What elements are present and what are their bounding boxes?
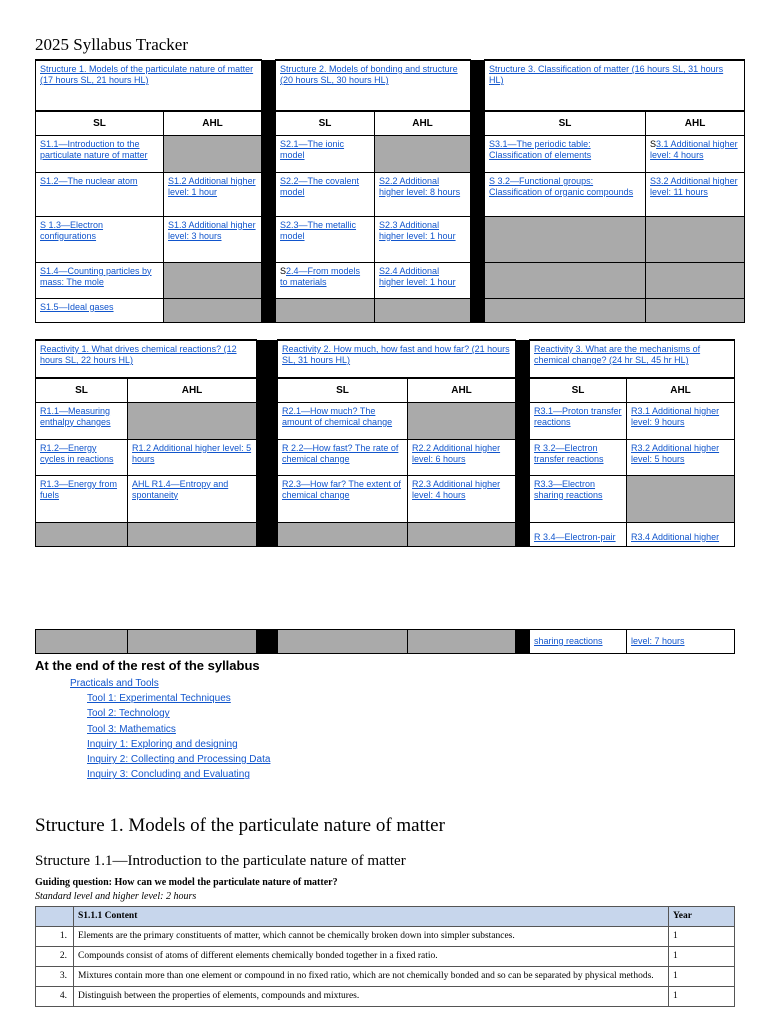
column-separator — [516, 475, 530, 522]
syllabus-link[interactable]: S1.1—Introduction to the particulate nature of matter — [40, 138, 148, 160]
table-cell — [627, 402, 735, 439]
inquiry-1-link[interactable]: Inquiry 1: Exploring and designing — [87, 738, 238, 750]
sl-header: SL — [485, 111, 646, 135]
syllabus-link[interactable]: R 3.4—Electron-pair — [534, 531, 616, 542]
sl-header: SL — [278, 378, 408, 402]
column-separator — [257, 378, 278, 402]
table-cell — [36, 298, 164, 322]
syllabus-link[interactable]: R3.4 Additional higher — [631, 531, 720, 542]
syllabus-link[interactable]: S 1.3—Electron configurations — [40, 219, 104, 241]
reactivity-tracker-table — [35, 339, 735, 547]
ahl-header: AHL — [408, 378, 516, 402]
tool-2-link[interactable]: Tool 2: Technology — [87, 708, 170, 720]
syllabus-link[interactable]: S3.1—The periodic table: Classification of elements — [489, 138, 592, 160]
syllabus-link[interactable]: R3.3—Electron sharing reactions — [534, 478, 603, 500]
table-cell — [36, 402, 128, 439]
column-separator — [257, 340, 278, 378]
syllabus-link[interactable]: S3.2 Additional higher level: 11 hours — [650, 175, 738, 197]
structure-tracker-table — [35, 59, 745, 323]
empty-cell — [485, 298, 646, 322]
column-separator — [262, 135, 276, 172]
column-separator — [471, 172, 485, 216]
empty-cell — [276, 298, 375, 322]
table-cell — [278, 402, 408, 439]
table-cell — [646, 172, 745, 216]
empty-cell — [408, 630, 516, 654]
table-cell — [36, 439, 128, 475]
syllabus-link[interactable]: S2.4 Additional higher level: 1 hour — [379, 265, 456, 287]
inquiry-3-link[interactable]: Inquiry 3: Concluding and Evaluating — [87, 769, 250, 781]
practicals-and-tools-link[interactable]: Practicals and Tools — [70, 678, 159, 689]
sl-header: SL — [36, 111, 164, 135]
ahl-header: AHL — [627, 378, 735, 402]
table-row — [36, 987, 735, 1007]
table-cell — [276, 262, 375, 298]
row-number: 3. — [36, 967, 74, 987]
empty-cell — [408, 522, 516, 546]
number-column-header — [36, 907, 74, 927]
table-cell — [36, 262, 164, 298]
empty-cell — [375, 298, 471, 322]
level-hours: Standard level and higher level: 2 hours — [35, 891, 197, 902]
subsection-heading: Structure 1.1—Introduction to the particulate nature of matter — [35, 853, 406, 869]
column-separator — [471, 262, 485, 298]
reactivity-1-title-cell — [36, 340, 257, 378]
empty-cell — [646, 216, 745, 262]
column-separator — [257, 439, 278, 475]
syllabus-link[interactable]: R 3.2—Electron transfer reactions — [534, 442, 604, 464]
table-cell — [276, 172, 375, 216]
table-cell — [530, 402, 627, 439]
ahl-header: AHL — [128, 378, 257, 402]
table-cell — [530, 522, 627, 546]
sl-header: SL — [36, 378, 128, 402]
column-separator — [262, 216, 276, 262]
table-cell — [36, 135, 164, 172]
table-cell — [485, 172, 646, 216]
row-content: Elements are the primary constituents of matter, which cannot be chemically broken down into simpler substances. — [74, 927, 669, 947]
column-separator — [471, 298, 485, 322]
table-cell — [485, 135, 646, 172]
table-cell — [128, 439, 257, 475]
empty-cell — [646, 262, 745, 298]
empty-cell — [408, 402, 516, 439]
column-separator — [516, 340, 530, 378]
empty-cell — [128, 402, 257, 439]
inquiry-2-link[interactable]: Inquiry 2: Collecting and Processing Data — [87, 754, 271, 766]
sl-header: SL — [530, 378, 627, 402]
column-separator — [516, 402, 530, 439]
table-cell — [164, 216, 262, 262]
syllabus-link[interactable]: S 3.2—Functional groups: Classification of organic compounds — [489, 175, 634, 197]
column-separator — [516, 378, 530, 402]
column-separator — [262, 298, 276, 322]
structure-2-title-link[interactable]: Structure 2. Models of bonding and structure (20 hours SL, 30 hours HL) — [280, 64, 458, 85]
table-cell — [276, 216, 375, 262]
syllabus-link[interactable]: S1.2 Additional higher level: 1 hour — [168, 175, 256, 197]
syllabus-link[interactable]: S2.3 Additional higher level: 1 hour — [379, 219, 456, 241]
table-row — [36, 947, 735, 967]
tool-1-link[interactable]: Tool 1: Experimental Techniques — [87, 693, 231, 705]
row-year: 1 — [669, 967, 735, 987]
list-item — [35, 752, 270, 767]
syllabus-link[interactable]: R3.2 Additional higher level: 5 hours — [631, 442, 720, 464]
table-cell — [627, 630, 735, 654]
column-separator — [262, 172, 276, 216]
reactivity-3-title-cell — [530, 340, 735, 378]
row-year: 1 — [669, 987, 735, 1007]
empty-cell — [164, 262, 262, 298]
syllabus-link[interactable]: AHL R1.4—Entropy and spontaneity — [132, 478, 229, 500]
empty-cell — [278, 630, 408, 654]
syllabus-link[interactable]: R2.3 Additional higher level: 4 hours — [412, 478, 501, 500]
table-cell — [128, 475, 257, 522]
column-separator — [471, 135, 485, 172]
syllabus-link[interactable]: R2.3—How far? The extent of chemical change — [282, 478, 401, 500]
table-cell — [36, 475, 128, 522]
list-item — [35, 676, 270, 691]
table-cell — [627, 439, 735, 475]
column-separator — [257, 630, 278, 654]
reactivity-2-title-cell — [278, 340, 516, 378]
empty-cell — [164, 298, 262, 322]
document-title: 2025 Syllabus Tracker — [35, 35, 188, 54]
syllabus-link[interactable]: sharing reactions — [534, 636, 603, 646]
table-cell — [530, 439, 627, 475]
table-row — [36, 927, 735, 947]
table-cell — [530, 475, 627, 522]
empty-cell — [128, 630, 257, 654]
content-column-header: S1.1.1 Content — [74, 907, 669, 927]
list-item — [35, 737, 270, 752]
empty-cell — [164, 135, 262, 172]
syllabus-link[interactable]: S1.3 Additional higher level: 3 hours — [168, 219, 256, 241]
ahl-header: AHL — [164, 111, 262, 135]
syllabus-link[interactable]: S2.2 Additional higher level: 8 hours — [379, 175, 461, 197]
syllabus-link[interactable]: S2.1—The ionic model — [280, 138, 345, 160]
syllabus-link[interactable]: S2.2—The covalent model — [280, 175, 360, 197]
row-content: Compounds consist of atoms of different elements chemically bonded together in a fixed ratio. — [74, 947, 669, 967]
syllabus-link[interactable]: S1.5—Ideal gases — [40, 301, 114, 312]
syllabus-link[interactable]: R1.3—Energy from fuels — [40, 478, 118, 500]
year-column-header: Year — [669, 907, 735, 927]
column-separator — [516, 522, 530, 546]
table-cell — [375, 216, 471, 262]
row-year: 1 — [669, 927, 735, 947]
list-item — [35, 722, 270, 737]
table-cell — [646, 135, 745, 172]
table-cell — [36, 172, 164, 216]
table-cell — [530, 630, 627, 654]
row-number: 1. — [36, 927, 74, 947]
column-separator — [257, 522, 278, 546]
row-number: 4. — [36, 987, 74, 1007]
guiding-question: Guiding question: How can we model the particulate nature of matter? — [35, 877, 338, 888]
syllabus-link[interactable]: 3.1 Additional higher level: 4 hours — [650, 138, 738, 160]
reactivity-tracker-table-continued — [35, 629, 735, 654]
rest-of-syllabus-list — [35, 676, 270, 782]
syllabus-link[interactable]: R1.1—Measuring enthalpy changes — [40, 405, 111, 427]
table-cell — [36, 216, 164, 262]
column-separator — [262, 262, 276, 298]
syllabus-link[interactable]: S1.4—Counting particles by mass: The mole — [40, 265, 152, 287]
column-separator — [471, 216, 485, 262]
prefix-text: S — [280, 265, 287, 276]
content-table — [35, 906, 735, 1007]
table-cell — [164, 172, 262, 216]
list-item — [35, 706, 270, 721]
empty-cell — [36, 630, 128, 654]
syllabus-link[interactable]: R1.2—Energy cycles in reactions — [40, 442, 114, 464]
table-cell — [408, 439, 516, 475]
tool-3-link[interactable]: Tool 3: Mathematics — [87, 723, 176, 735]
list-item — [35, 767, 270, 782]
prefix-text: S — [650, 138, 657, 149]
column-separator — [257, 402, 278, 439]
row-content: Distinguish between the properties of elements, compounds and mixtures. — [74, 987, 669, 1007]
table-cell — [627, 522, 735, 546]
table-cell — [276, 135, 375, 172]
empty-cell — [485, 216, 646, 262]
syllabus-link[interactable]: 2.4—From models to materials — [280, 265, 361, 287]
column-separator — [516, 439, 530, 475]
column-separator — [471, 60, 485, 111]
rest-of-syllabus-heading: At the end of the rest of the syllabus — [35, 658, 260, 673]
column-separator — [262, 111, 276, 135]
column-separator — [262, 60, 276, 111]
structure-1-title-cell — [36, 60, 262, 111]
syllabus-link[interactable]: R3.1—Proton transfer reactions — [534, 405, 622, 427]
empty-cell — [627, 475, 735, 522]
column-separator — [516, 630, 530, 654]
empty-cell — [646, 298, 745, 322]
syllabus-link[interactable]: R3.1 Additional higher level: 9 hours — [631, 405, 720, 427]
empty-cell — [36, 522, 128, 546]
row-content: Mixtures contain more than one element or compound in no fixed ratio, which are not chemically bonded and so can be separated by physical methods. — [74, 967, 669, 987]
reactivity-3-title-link[interactable]: Reactivity 3. What are the mechanisms of chemical change? (24 hr SL, 45 hr HL) — [534, 344, 701, 365]
syllabus-link[interactable]: R1.2 Additional higher level: 5 hours — [132, 442, 252, 464]
reactivity-2-title-link[interactable]: Reactivity 2. How much, how fast and how far? (21 hours SL, 31 hours HL) — [282, 344, 510, 365]
ahl-header: AHL — [375, 111, 471, 135]
sl-header: SL — [276, 111, 375, 135]
empty-cell — [485, 262, 646, 298]
table-cell — [278, 475, 408, 522]
table-cell — [375, 172, 471, 216]
reactivity-1-title-link[interactable]: Reactivity 1. What drives chemical reactions? (12 hours SL, 22 hours HL) — [40, 344, 237, 365]
table-row — [36, 967, 735, 987]
table-cell — [408, 475, 516, 522]
syllabus-link[interactable]: level: 7 hours — [631, 636, 685, 646]
syllabus-link[interactable]: S1.2—The nuclear atom — [40, 175, 138, 186]
structure-3-title-cell — [485, 60, 745, 111]
table-cell — [278, 439, 408, 475]
empty-cell — [278, 522, 408, 546]
syllabus-link[interactable]: S2.3—The metallic model — [280, 219, 357, 241]
row-year: 1 — [669, 947, 735, 967]
section-heading: Structure 1. Models of the particulate nature of matter — [35, 815, 445, 836]
empty-cell — [375, 135, 471, 172]
table-cell — [375, 262, 471, 298]
syllabus-link[interactable]: R 2.2—How fast? The rate of chemical change — [282, 442, 399, 464]
structure-3-title-link[interactable]: Structure 3. Classification of matter (16 hours SL, 31 hours HL) — [489, 64, 724, 85]
syllabus-link[interactable]: R2.2 Additional higher level: 6 hours — [412, 442, 501, 464]
structure-1-title-link[interactable]: Structure 1. Models of the particulate nature of matter (17 hours SL, 21 hours HL) — [40, 64, 254, 85]
row-number: 2. — [36, 947, 74, 967]
ahl-header: AHL — [646, 111, 745, 135]
empty-cell — [128, 522, 257, 546]
column-separator — [257, 475, 278, 522]
column-separator — [471, 111, 485, 135]
syllabus-link[interactable]: R2.1—How much? The amount of chemical change — [282, 405, 393, 427]
structure-2-title-cell — [276, 60, 471, 111]
list-item — [35, 691, 270, 706]
